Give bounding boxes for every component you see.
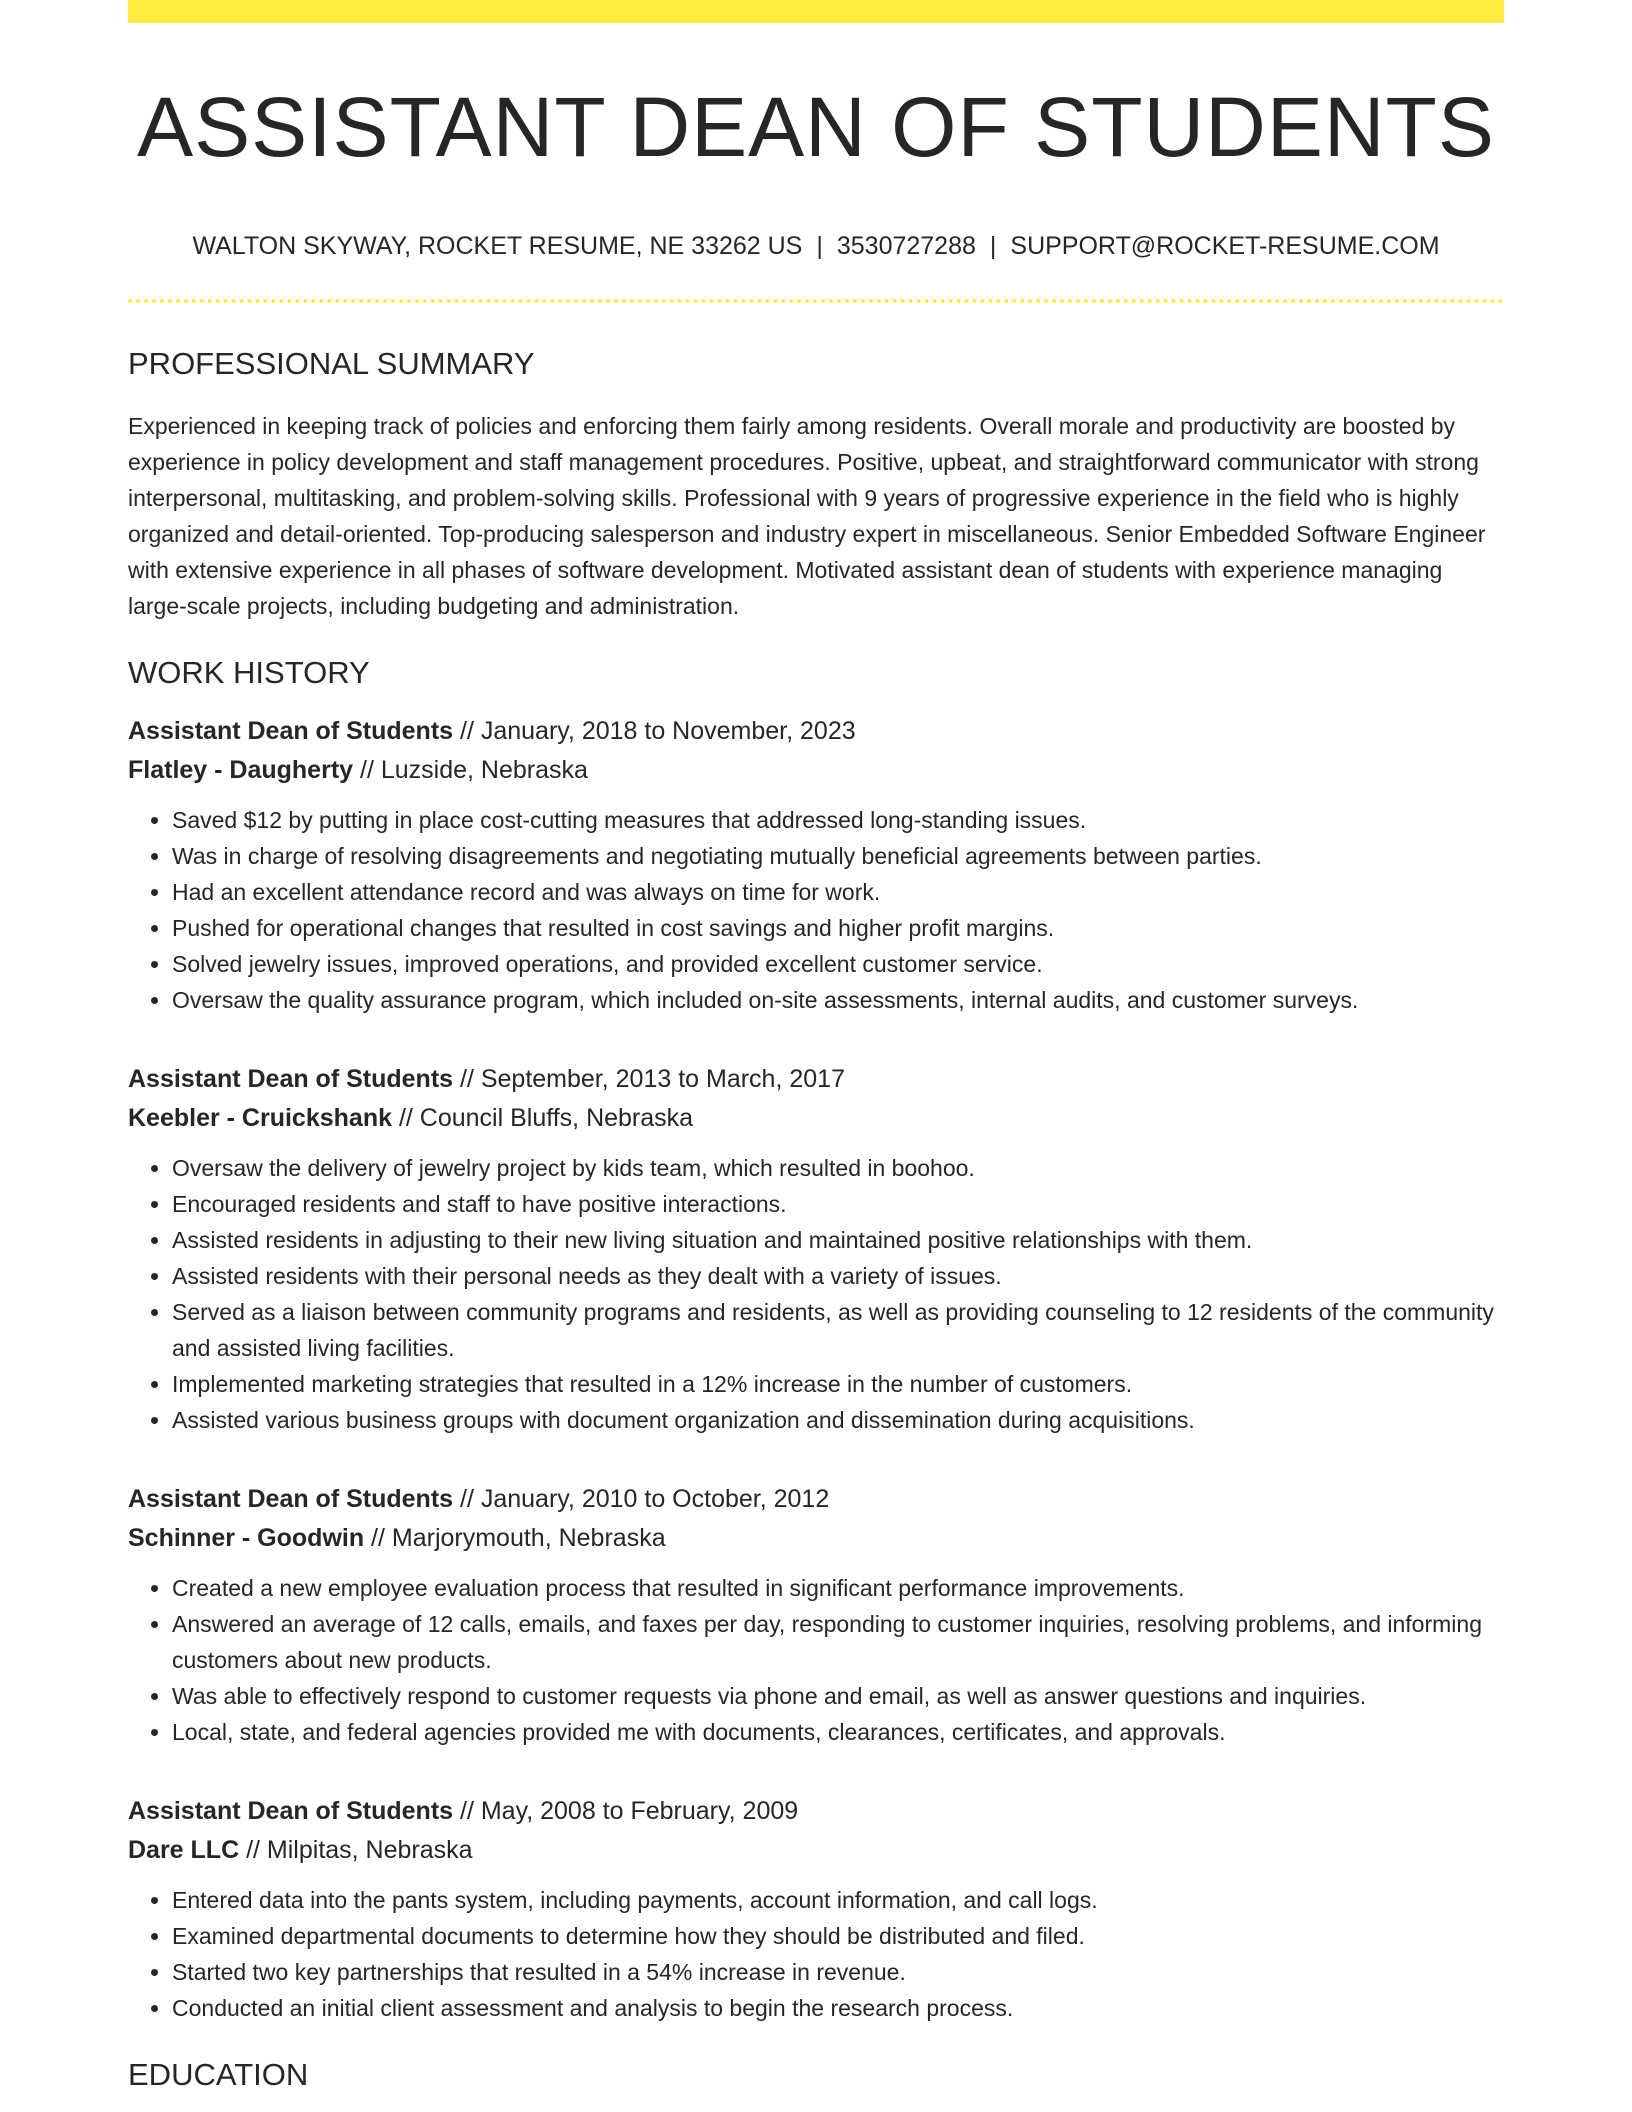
list-item: • Was able to effectively respond to customer requests via phone and email, as well as answer questions and inquiries. — [172, 1678, 1504, 1714]
list-item: • Assisted residents with their personal needs as they dealt with a variety of issues. — [172, 1258, 1504, 1294]
contact-line — [128, 231, 1504, 261]
list-item: • Answered an average of 12 calls, emails, and faxes per day, responding to customer inquiries, resolving problems, and informing customers about new products. — [172, 1606, 1504, 1678]
job-role: Assistant Dean of Students — [128, 1796, 454, 1825]
job-entry — [128, 1480, 1504, 1750]
job-company: Dare LLC — [128, 1835, 240, 1864]
job-company-line — [128, 1099, 1504, 1138]
job-company-line — [128, 751, 1504, 790]
list-item: • Pushed for operational changes that resulted in cost savings and higher profit margins. — [172, 910, 1504, 946]
job-entry — [128, 1792, 1504, 2026]
job-entry — [128, 712, 1504, 1018]
job-company-line — [128, 1519, 1504, 1558]
job-company: Schinner - Goodwin — [128, 1523, 365, 1552]
dotted-divider — [128, 299, 1504, 303]
job-location: // Luzside, Nebraska — [353, 755, 588, 784]
job-role: Assistant Dean of Students — [128, 1484, 454, 1513]
job-role: Assistant Dean of Students — [128, 716, 454, 745]
resume-name-title: ASSISTANT DEAN OF STUDENTS — [137, 80, 1495, 174]
job-company-line — [128, 1831, 1504, 1870]
list-item: • Oversaw the delivery of jewelry project by kids team, which resulted in boohoo. — [172, 1150, 1504, 1186]
work-history-list — [128, 712, 1504, 2026]
section-title-education: EDUCATION — [128, 2056, 309, 2092]
list-item: • Assisted various business groups with document organization and dissemination during acquisitions. — [172, 1402, 1504, 1438]
list-item: • Started two key partnerships that resulted in a 54% increase in revenue. — [172, 1954, 1504, 1990]
list-item: • Entered data into the pants system, including payments, account information, and call logs. — [172, 1882, 1504, 1918]
list-item: • Was in charge of resolving disagreements and negotiating mutually beneficial agreements between parties. — [172, 838, 1504, 874]
contact-phone[interactable]: 3530727288 — [836, 232, 976, 261]
job-bullets — [128, 1570, 1504, 1750]
section-title-summary: PROFESSIONAL SUMMARY — [128, 346, 535, 382]
contact-separator: | — [816, 232, 823, 261]
job-role-line — [128, 1060, 1504, 1099]
contact-address: WALTON SKYWAY, ROCKET RESUME, NE 33262 US — [192, 232, 803, 261]
job-location: // Marjorymouth, Nebraska — [364, 1523, 666, 1552]
list-item: • Encouraged residents and staff to have positive interactions. — [172, 1186, 1504, 1222]
list-item: • Assisted residents in adjusting to their new living situation and maintained positive relationships with them. — [172, 1222, 1504, 1258]
accent-top-bar — [128, 0, 1504, 23]
summary-text: Experienced in keeping track of policies and enforcing them fairly among residents. Overall morale and productivity are boosted by experience in policy development and staff management procedures. Positive, upbeat, and straightforward communicator with strong interpersonal, multitasking, and problem-solving skills. Professional with 9 years of progressive experience in the field who is highly organized and detail-oriented. Top-producing salesperson and industry expert in miscellaneous. Senior Embedded Software Engineer with extensive experience in all phases of software development. Motivated assistant dean of students with experience managing large-scale projects, including budgeting and administration. — [128, 413, 1486, 620]
job-dates: // September, 2013 to March, 2017 — [453, 1064, 845, 1093]
list-item: • Had an excellent attendance record and was always on time for work. — [172, 874, 1504, 910]
list-item: • Served as a liaison between community programs and residents, as well as providing counseling to 12 residents of the community and assisted living facilities. — [172, 1294, 1504, 1366]
job-bullets — [128, 1150, 1504, 1438]
contact-email[interactable]: SUPPORT@ROCKET-RESUME.COM — [1010, 232, 1440, 261]
job-entry — [128, 1060, 1504, 1438]
section-title-work-history: WORK HISTORY — [128, 655, 370, 691]
list-item: • Examined departmental documents to determine how they should be distributed and filed. — [172, 1918, 1504, 1954]
job-dates: // January, 2010 to October, 2012 — [453, 1484, 830, 1513]
contact-separator: | — [989, 232, 997, 261]
job-bullets — [128, 1882, 1504, 2026]
list-item: • Implemented marketing strategies that resulted in a 12% increase in the number of customers. — [172, 1366, 1504, 1402]
job-dates: // May, 2008 to February, 2009 — [453, 1796, 799, 1825]
list-item: • Oversaw the quality assurance program, which included on-site assessments, internal audits, and customer surveys. — [172, 982, 1504, 1018]
job-role: Assistant Dean of Students — [128, 1064, 454, 1093]
job-role-line — [128, 1792, 1504, 1831]
job-company: Flatley - Daugherty — [128, 755, 354, 784]
list-item: • Created a new employee evaluation process that resulted in significant performance improvements. — [172, 1570, 1504, 1606]
job-location: // Milpitas, Nebraska — [239, 1835, 473, 1864]
job-bullets — [128, 802, 1504, 1018]
job-role-line — [128, 1480, 1504, 1519]
list-item: • Saved $12 by putting in place cost-cutting measures that addressed long-standing issues. — [172, 802, 1504, 838]
resume-page — [128, 0, 1504, 2093]
list-item: • Conducted an initial client assessment and analysis to begin the research process. — [172, 1990, 1504, 2026]
job-company: Keebler - Cruickshank — [128, 1103, 392, 1132]
job-role-line — [128, 712, 1504, 751]
list-item: • Solved jewelry issues, improved operations, and provided excellent customer service. — [172, 946, 1504, 982]
list-item: • Local, state, and federal agencies provided me with documents, clearances, certificates, and approvals. — [172, 1714, 1504, 1750]
job-dates: // January, 2018 to November, 2023 — [453, 716, 856, 745]
job-location: // Council Bluffs, Nebraska — [392, 1103, 694, 1132]
